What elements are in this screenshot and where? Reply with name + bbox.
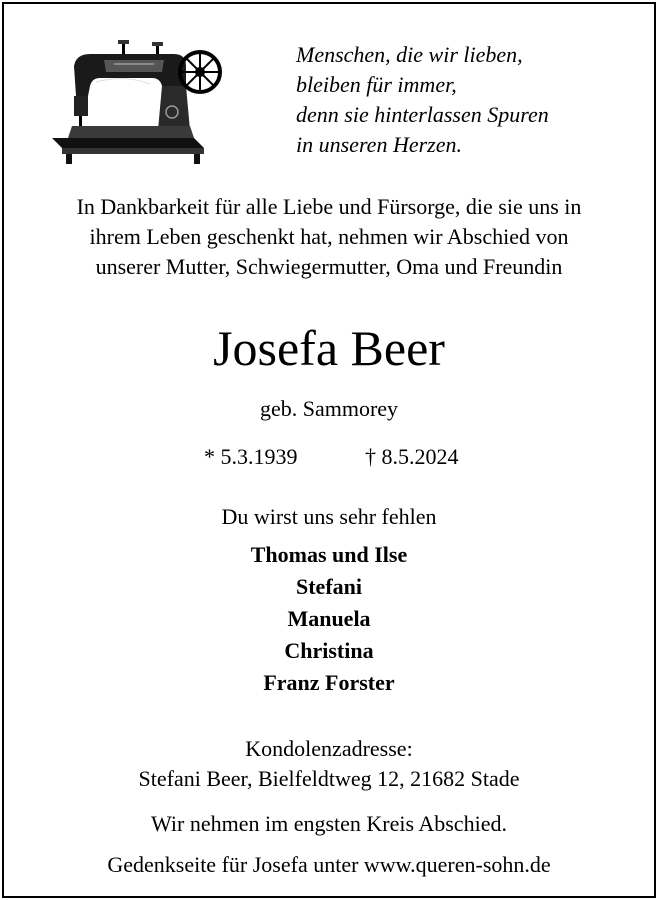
condolence-block [4, 734, 654, 794]
intro-line: In Dankbarkeit für alle Liebe und Fürsorge, die sie uns in [76, 194, 582, 219]
mourner-name: Stefani [296, 574, 362, 599]
mourners-list [4, 539, 654, 699]
memorial-page-link[interactable]: Gedenkseite für Josefa unter www.queren-sohn.de [107, 852, 551, 877]
mourner-name: Thomas und Ilse [250, 542, 408, 567]
condolence-label: Kondolenzadresse: [245, 736, 413, 761]
sewing-machine-icon [44, 26, 224, 171]
quote-line: bleiben für immer, [296, 72, 457, 97]
quote-line: denn sie hinterlassen Spuren [296, 102, 549, 127]
quote-line: in unseren Herzen. [296, 132, 462, 157]
private-farewell-note: Wir nehmen im engsten Kreis Abschied. [151, 811, 507, 836]
death-date: † 8.5.2024 [365, 444, 459, 469]
mourner-name: Manuela [287, 606, 371, 631]
condolence-address: Stefani Beer, Bielfeldtweg 12, 21682 Stade [138, 766, 520, 791]
intro-line: unserer Mutter, Schwiegermutter, Oma und Freundin [95, 254, 563, 279]
deceased-name: Josefa Beer [213, 320, 445, 376]
birth-date: * 5.3.1939 [204, 444, 298, 469]
obituary-frame [2, 2, 656, 898]
farewell-message: Du wirst uns sehr fehlen [221, 504, 437, 529]
intro-text [4, 192, 654, 282]
mourner-name: Christina [284, 638, 374, 663]
mourner-name: Franz Forster [263, 670, 395, 695]
memorial-quote [296, 40, 636, 160]
intro-line: ihrem Leben geschenkt hat, nehmen wir Abschied von [89, 224, 569, 249]
quote-line: Menschen, die wir lieben, [296, 42, 523, 67]
birth-name: geb. Sammorey [259, 396, 399, 421]
